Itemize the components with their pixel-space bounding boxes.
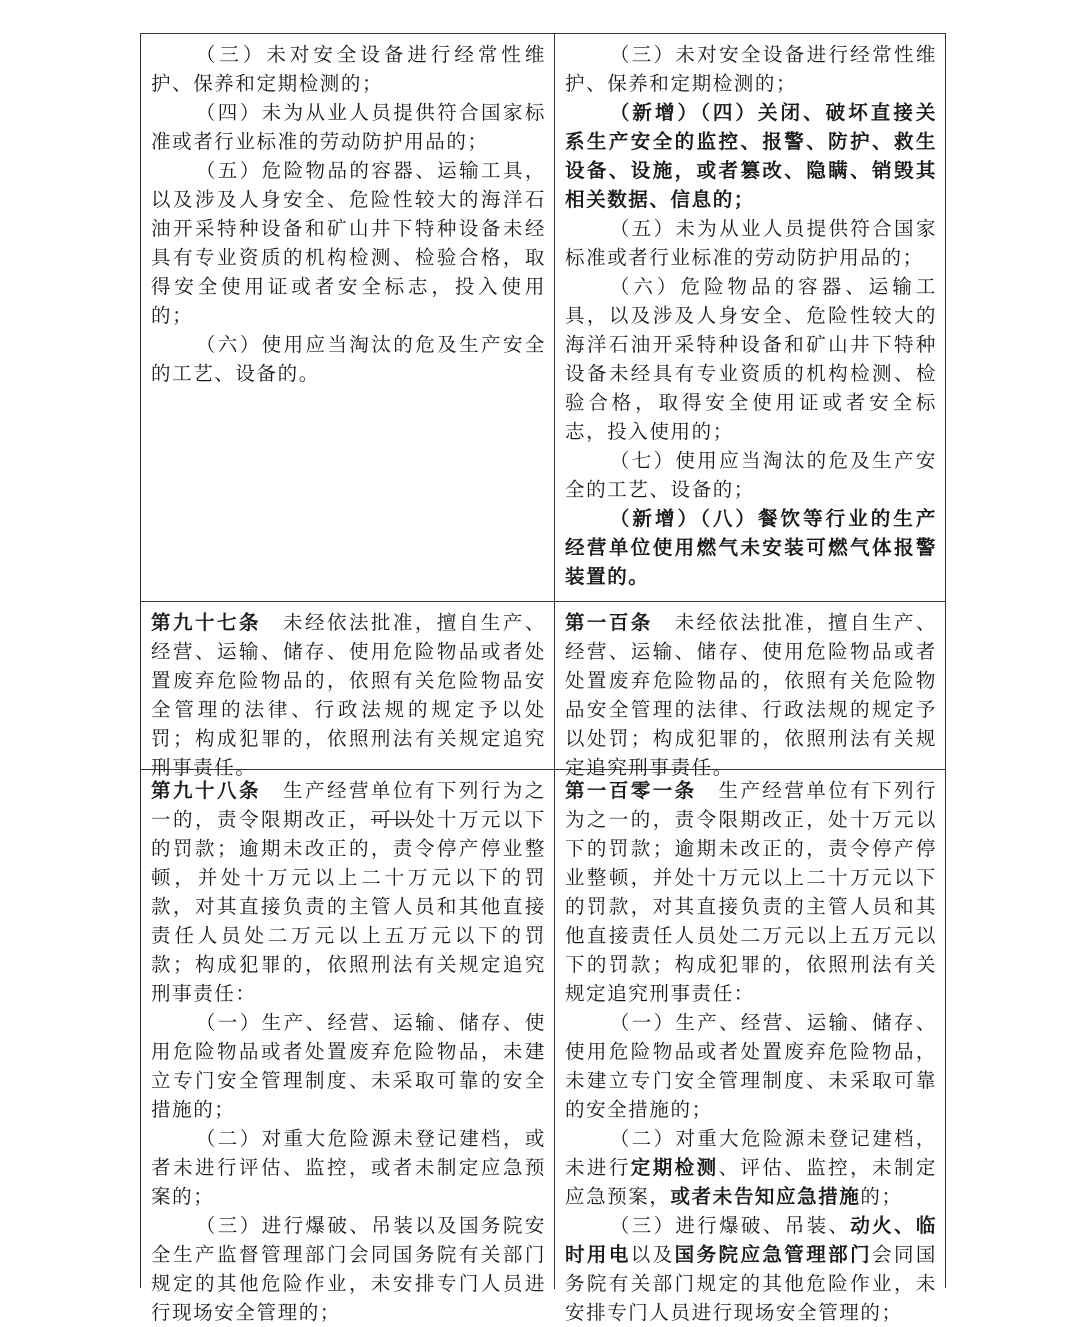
added-text: 动火、临时用电 xyxy=(565,1214,937,1266)
article-paragraph xyxy=(151,608,546,782)
article-number: 第九十八条 xyxy=(151,779,261,802)
clause: （三）未对安全设备进行经常性维护、保养和定期检测的； xyxy=(151,43,546,95)
article-text: 处十万元以下的罚款；逾期未改正的，责令停产停业整顿，并处十万元以上二十万元以下的罚款，对其直接负责的主管人员和其他直接责任人员处二万元以上五万元以下的罚款；构成犯罪的，依照刑法有关规定追究刑事责任： xyxy=(151,808,546,1005)
added-text: 或者未告知应急措施 xyxy=(670,1185,861,1208)
old-text-cell xyxy=(141,34,555,601)
article-paragraph xyxy=(565,776,937,1008)
clause xyxy=(565,1124,937,1211)
comparison-table xyxy=(140,33,946,1324)
clause: （六）危险物品的容器、运输工具，以及涉及人身安全、危险性较大的海洋石油开采特种设备和矿山井下特种设备未经具有专业资质的机构检测、检验合格，取得安全使用证或者安全标志，投入使用的； xyxy=(565,275,937,443)
clause-text: （二）对重大危险源未登记建档，未进行 xyxy=(565,1127,937,1179)
table-row xyxy=(141,769,945,1324)
article-paragraph xyxy=(151,776,546,1008)
article-number: 第一百零一条 xyxy=(565,779,697,802)
table-row xyxy=(141,601,945,779)
added-text: 定期检测 xyxy=(630,1156,719,1179)
article-number: 第一百条 xyxy=(565,611,653,634)
added-clause: （新增）（八）餐饮等行业的生产经营单位使用燃气未安装可燃气体报警装置的。 xyxy=(565,507,937,588)
article-text: 生产经营单位有下列行为之一的，责令限期改正， xyxy=(151,779,546,831)
clause: （五）未为从业人员提供符合国家标准或者行业标准的劳动防护用品的； xyxy=(565,217,937,269)
old-text-cell xyxy=(141,602,555,779)
added-clause: （新增）（四）关闭、破坏直接关系生产安全的监控、报警、防护、救生设备、设施，或者篡改、隐瞒、销毁其相关数据、信息的； xyxy=(565,101,937,211)
article-number: 第九十七条 xyxy=(151,611,261,634)
clause-text: 以及 xyxy=(630,1243,675,1266)
deleted-text: 可以 xyxy=(370,808,415,831)
clause: （五）危险物品的容器、运输工具，以及涉及人身安全、危险性较大的海洋石油开采特种设备和矿山井下特种设备未经具有专业资质的机构检测、检验合格，取得安全使用证或者安全标志，投入使用的； xyxy=(151,159,546,327)
new-text-cell xyxy=(555,770,945,1324)
clause: （二）对重大危险源未登记建档，或者未进行评估、监控，或者未制定应急预案的； xyxy=(151,1127,546,1208)
clause: （三）未对安全设备进行经常性维护、保养和定期检测的； xyxy=(565,43,937,95)
article-text: 生产经营单位有下列行为之一的，责令限期改正，处十万元以下的罚款；逾期未改正的，责令停产停业整顿，并处十万元以上二十万元以下的罚款，对其直接负责的主管人员和其他直接责任人员处二万元以上五万元以下的罚款；构成犯罪的，依照刑法有关规定追究刑事责任： xyxy=(565,779,937,1005)
new-text-cell xyxy=(555,34,945,601)
clause-text: （三）进行爆破、吊装、 xyxy=(609,1214,851,1237)
old-text-cell xyxy=(141,770,555,1324)
new-text-cell xyxy=(555,602,945,779)
clause-text: 的； xyxy=(860,1185,903,1208)
article-text: 未经依法批准，擅自生产、经营、运输、储存、使用危险物品或者处置废弃危险物品的，依照有关危险物品安全管理的法律、行政法规的规定予以处罚；构成犯罪的，依照刑法有关规定追究刑事责任。 xyxy=(151,611,546,779)
clause: （四）未为从业人员提供符合国家标准或者行业标准的劳动防护用品的； xyxy=(151,101,546,153)
table-row xyxy=(141,34,945,601)
added-text: 国务院应急管理部门 xyxy=(674,1243,873,1266)
clause-text: 会同国务院有关部门规定的其他危险作业，未安排专门人员进行现场安全管理的； xyxy=(565,1243,937,1324)
clause xyxy=(565,1211,937,1327)
clause: （六）使用应当淘汰的危及生产安全的工艺、设备的。 xyxy=(151,333,546,385)
clause: （七）使用应当淘汰的危及生产安全的工艺、设备的； xyxy=(565,449,937,501)
clause: （一）生产、经营、运输、储存、使用危险物品或者处置废弃危险物品，未建立专门安全管理制度、未采取可靠的安全措施的； xyxy=(565,1011,937,1121)
article-text: 未经依法批准，擅自生产、经营、运输、储存、使用危险物品或者处置废弃危险物品的，依照有关危险物品安全管理的法律、行政法规的规定予以处罚；构成犯罪的，依照刑法有关规定追究刑事责任。 xyxy=(565,611,937,779)
clause: （三）进行爆破、吊装以及国务院安全生产监督管理部门会同国务院有关部门规定的其他危险作业，未安排专门人员进行现场安全管理的； xyxy=(151,1214,546,1324)
clause: （一）生产、经营、运输、储存、使用危险物品或者处置废弃危险物品，未建立专门安全管理制度、未采取可靠的安全措施的； xyxy=(151,1011,546,1121)
article-paragraph xyxy=(565,608,937,782)
clause-text: 、评估、监控，未制定应急预案， xyxy=(565,1156,937,1208)
